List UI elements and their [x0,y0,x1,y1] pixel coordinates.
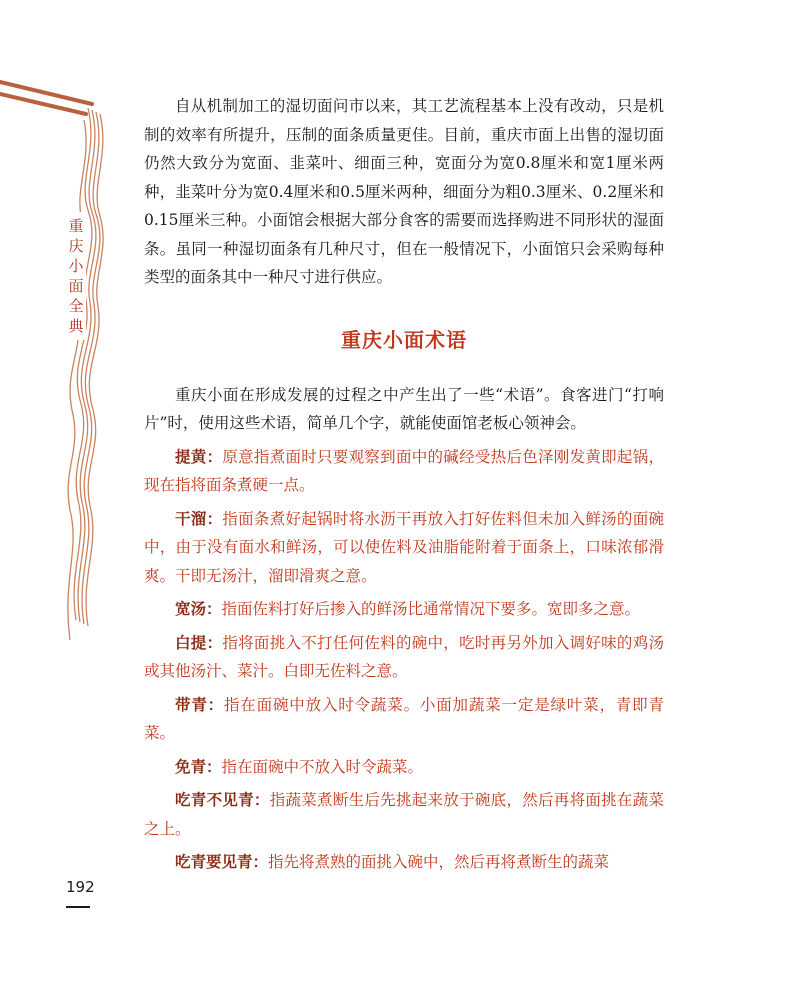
term-definition: 指在面碗中不放入时令蔬菜。 [221,757,424,776]
term-label: 带青： [175,695,224,714]
term-label: 吃青要见青： [175,853,269,871]
section-heading: 重庆小面术语 [341,327,467,352]
term-definition: 指先将煮熟的面挑入碗中，然后再将煮断生的蔬菜 [268,853,610,871]
term-label: 宽汤： [175,600,222,618]
term-entry [144,753,664,782]
chopsticks-noodles-decoration [0,60,110,680]
term-definition: 指蔬菜煮断生后先挑起来放于碗底，然后再将面挑在蔬菜之上。 [144,791,664,838]
term-label: 吃青不见青： [175,791,270,809]
term-definition: 指面条煮好起锅时将水沥干再放入打好佐料但未加入鲜汤的面碗中，由于没有面水和鲜汤，可以使佐料及油脂能附着于面条上，口味浓郁滑爽。干即无汤汁，溜即滑爽之意。 [144,509,664,585]
term-entry [144,595,664,624]
term-definition: 原意指煮面时只要观察到面中的碱经受热后色泽刚发黄即起锅，现在指将面条煮硬一点。 [144,447,664,494]
page-number: 192 [66,878,95,896]
section-intro-paragraph: 重庆小面在形成发展的过程之中产生出了一些“术语”。食客进门“打响片”时，使用这些术语，简单几个字，就能使面馆老板心领神会。 [144,385,664,432]
book-side-title: 重庆小面全典 [66,212,86,340]
term-label: 免青： [175,757,222,776]
term-entry [144,786,664,843]
intro-paragraph: 自从机制加工的湿切面问市以来，其工艺流程基本上没有改动，只是机制的效率有所提升，压制的面条质量更佳。目前，重庆市面上出售的湿切面仍然大致分为宽面、韭菜叶、细面三种，宽面分为宽0.8厘米和宽1厘米两种，韭菜叶分为宽0.4厘米和0.5厘米两种，细面分为粗0.3厘米、0.2厘米和0.15厘米三种。小面馆会根据大部分食客的需要而选择购进不同形状的湿面条。虽同一种湿切面条有几种尺寸，但在一般情况下，小面馆只会采购每种类型的面条其中一种尺寸进行供应。 [144,97,664,286]
term-entry [144,848,664,877]
term-label: 白提： [175,633,223,652]
page-content [144,92,664,882]
page-number-rule [66,906,90,908]
term-definition: 指在面碗中放入时令蔬菜。小面加蔬菜一定是绿叶菜，青即青菜。 [144,695,664,742]
term-definition: 指将面挑入不打任何佐料的碗中，吃时再另外加入调好味的鸡汤或其他汤汁、菜汁。白即无佐料之意。 [144,633,664,680]
term-entry [144,629,664,686]
term-label: 提黄： [175,447,223,466]
term-label: 干溜： [175,509,223,528]
term-definition: 指面佐料打好后掺入的鲜汤比通常情况下要多。宽即多之意。 [221,600,641,618]
term-entry [144,691,664,748]
term-entry [144,443,664,500]
term-entry [144,505,664,591]
